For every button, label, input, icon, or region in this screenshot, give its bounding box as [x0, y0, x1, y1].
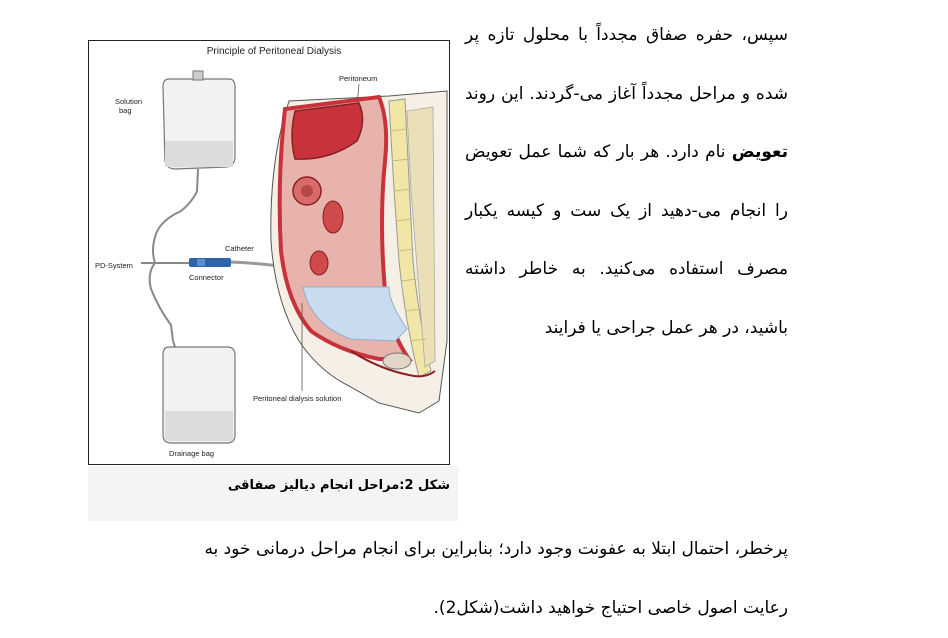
- side-text-part1: سپس، حفره صفاق مجدداً با محلول تازه پر شده و مراحل مجدداً آغاز می-گردند. این روند: [465, 25, 788, 104]
- body-paragraph-side: [465, 6, 788, 357]
- body-paragraph-bottom: [88, 520, 788, 638]
- connector: [189, 258, 231, 267]
- drainage-bag: [163, 341, 235, 443]
- dialysis-illustration: [89, 41, 451, 466]
- pd-system-label: PD-System: [95, 261, 133, 270]
- abdomen-cross-section: [271, 91, 447, 413]
- peritoneum-label: Peritoneum: [339, 74, 378, 83]
- figure-caption: شکل 2:مراحل انجام دیالیز صفاقی: [227, 478, 450, 493]
- bottom-text-line1: پرخطر، احتمال ابتلا به عفونت وجود دارد؛ بنابراین برای انجام مراحل درمانی خود به: [204, 539, 788, 559]
- pd-tubing: [150, 263, 173, 341]
- catheter-label: Catheter: [225, 244, 254, 253]
- side-text-part2: نام دارد. هر بار که شما عمل تعویض را انجام می-دهید از یک ست و کیسه یکبار مصرف استفاده می‌کنید. به خاطر داشته باشید، در هر عمل جراحی یا فرایند: [465, 142, 788, 338]
- caption-background: [88, 466, 458, 521]
- solution-bag: [153, 71, 235, 263]
- drainage-bag-label: Drainage bag: [169, 449, 215, 458]
- dialysis-solution-label: Peritoneal dialysis solution: [253, 394, 342, 403]
- solution-bag-label-2: bag: [119, 106, 132, 115]
- peritoneal-dialysis-figure: [88, 40, 450, 465]
- solution-bag-label-1: Solution: [115, 97, 143, 106]
- side-text-bold-term: تعویض: [731, 142, 788, 162]
- figure-title: Principle of Peritoneal Dialysis: [206, 46, 342, 57]
- connector-label: Connector: [189, 273, 224, 282]
- bottom-text-line2: رعایت اصول خاصی احتیاج خواهید داشت(شکل2).: [433, 598, 788, 618]
